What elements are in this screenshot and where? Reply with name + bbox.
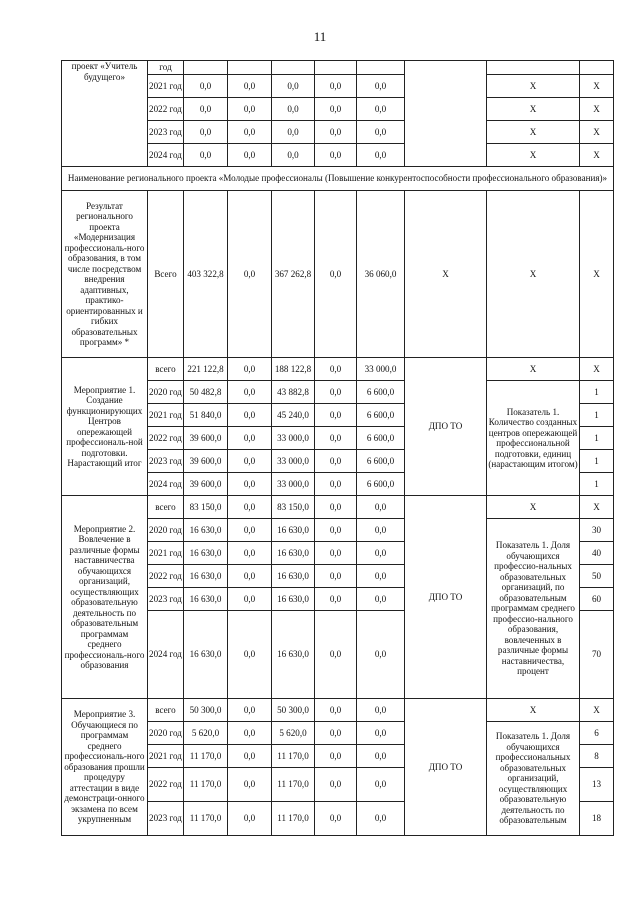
value-cell: 0,0 bbox=[228, 519, 272, 542]
value-cell: 0,0 bbox=[315, 473, 357, 496]
indicator-value-cell: Х bbox=[580, 699, 614, 722]
value-cell: 43 882,8 bbox=[272, 381, 315, 404]
value-cell: 0,0 bbox=[228, 745, 272, 768]
value-cell: 0,0 bbox=[357, 722, 405, 745]
year-cell: всего bbox=[148, 699, 184, 722]
section-title: Наименование регионального проекта «Молодые профессионалы (Повышение конкурентоспособности профессионального образования)» bbox=[62, 167, 614, 191]
value-cell: 11 170,0 bbox=[184, 745, 228, 768]
year-cell: 2020 год bbox=[148, 381, 184, 404]
indicator-value-cell: 1 bbox=[580, 427, 614, 450]
table-row bbox=[62, 699, 614, 722]
value-cell: 0,0 bbox=[228, 588, 272, 611]
year-cell: 2023 год bbox=[148, 802, 184, 836]
value-cell: 0,0 bbox=[357, 802, 405, 836]
value-cell: 45 240,0 bbox=[272, 404, 315, 427]
value-cell: 11 170,0 bbox=[184, 768, 228, 802]
table-row bbox=[62, 167, 614, 191]
value-cell: 0,0 bbox=[315, 565, 357, 588]
value-cell: 0,0 bbox=[315, 722, 357, 745]
value-cell: 0,0 bbox=[315, 699, 357, 722]
value-cell: 16 630,0 bbox=[272, 519, 315, 542]
value-cell: 0,0 bbox=[315, 745, 357, 768]
value-cell: 0,0 bbox=[272, 144, 315, 167]
year-cell: 2021 год bbox=[148, 745, 184, 768]
value-cell: 0,0 bbox=[315, 450, 357, 473]
table-row bbox=[62, 191, 614, 358]
table-row bbox=[62, 496, 614, 519]
year-cell: Всего bbox=[148, 191, 184, 358]
table-row bbox=[62, 358, 614, 381]
value-cell: 0,0 bbox=[228, 768, 272, 802]
value-cell: 16 630,0 bbox=[272, 565, 315, 588]
value-cell: 0,0 bbox=[184, 75, 228, 98]
year-cell: 2022 год bbox=[148, 98, 184, 121]
executor-cell bbox=[405, 61, 487, 167]
value-cell: 16 630,0 bbox=[184, 611, 228, 699]
value-cell: 16 630,0 bbox=[184, 519, 228, 542]
value-cell: 16 630,0 bbox=[272, 588, 315, 611]
value-cell: 0,0 bbox=[228, 75, 272, 98]
indicator-cell: Х bbox=[487, 144, 580, 167]
value-cell: 0,0 bbox=[315, 98, 357, 121]
year-cell: 2023 год bbox=[148, 121, 184, 144]
value-cell: 0,0 bbox=[315, 542, 357, 565]
value-cell: 0,0 bbox=[228, 404, 272, 427]
program-table bbox=[61, 60, 614, 836]
value-cell: 0,0 bbox=[184, 144, 228, 167]
value-cell: 5 620,0 bbox=[272, 722, 315, 745]
value-cell: 33 000,0 bbox=[272, 450, 315, 473]
indicator-value-cell: 70 bbox=[580, 611, 614, 699]
value-cell: 33 000,0 bbox=[357, 358, 405, 381]
indicator-text-cell: Показатель 1. Доля обучающихся профессиональных образовательных организаций, осуществляющих образовательную деятельность по образовательным bbox=[487, 722, 580, 836]
indicator-cell: Х bbox=[487, 191, 580, 358]
value-cell: 0,0 bbox=[315, 588, 357, 611]
indicator-value-cell: 40 bbox=[580, 542, 614, 565]
value-cell: 16 630,0 bbox=[184, 588, 228, 611]
value-cell: 6 600,0 bbox=[357, 381, 405, 404]
value-cell: 83 150,0 bbox=[184, 496, 228, 519]
value-cell: 0,0 bbox=[357, 565, 405, 588]
value-cell: 11 170,0 bbox=[272, 768, 315, 802]
value-cell: 0,0 bbox=[315, 519, 357, 542]
year-cell: 2021 год bbox=[148, 542, 184, 565]
value-cell: 6 600,0 bbox=[357, 450, 405, 473]
year-cell: 2022 год bbox=[148, 427, 184, 450]
indicator-value-cell: 6 bbox=[580, 722, 614, 745]
event-name-cell: проект «Учитель будущего» bbox=[62, 61, 148, 167]
value-cell: 0,0 bbox=[184, 121, 228, 144]
value-cell: 0,0 bbox=[228, 144, 272, 167]
value-cell: 0,0 bbox=[357, 611, 405, 699]
value-cell: 11 170,0 bbox=[272, 802, 315, 836]
value-cell: 0,0 bbox=[228, 611, 272, 699]
year-cell: 2022 год bbox=[148, 768, 184, 802]
value-cell: 0,0 bbox=[357, 121, 405, 144]
value-cell: 0,0 bbox=[228, 381, 272, 404]
value-cell: 0,0 bbox=[184, 98, 228, 121]
indicator-text-cell: Показатель 1. Доля обучающихся профессио-нальных образовательных организаций, по образовательным программам среднего профессио-нального образования, вовлеченных в различные формы наставничества, процент bbox=[487, 519, 580, 699]
value-cell: 16 630,0 bbox=[272, 611, 315, 699]
value-cell: 33 000,0 bbox=[272, 427, 315, 450]
year-cell: 2022 год bbox=[148, 565, 184, 588]
value-cell: 0,0 bbox=[315, 427, 357, 450]
value-cell: 0,0 bbox=[315, 121, 357, 144]
year-cell: всего bbox=[148, 496, 184, 519]
value-cell: 0,0 bbox=[315, 358, 357, 381]
value-cell: 6 600,0 bbox=[357, 473, 405, 496]
event-name-cell: Мероприятие 3. Обучающиеся по программам среднего профессиональ-ного образования прошли процедуру аттестации в виде демонстраци-онного экзамена по всем укрупненным bbox=[62, 699, 148, 836]
event-name-cell: Мероприятие 2. Вовлечение в различные формы наставничества обучающихся организаций, осуществляющих образовательную деятельность по образовательным программам среднего профессиональ-ного образования bbox=[62, 496, 148, 699]
value-cell: 0,0 bbox=[315, 404, 357, 427]
indicator-cell: Х bbox=[487, 496, 580, 519]
indicator-value-cell: 50 bbox=[580, 565, 614, 588]
value-cell: 39 600,0 bbox=[184, 450, 228, 473]
value-cell: 0,0 bbox=[228, 722, 272, 745]
value-cell: 0,0 bbox=[228, 473, 272, 496]
value-cell: 0,0 bbox=[272, 121, 315, 144]
value-cell: 0,0 bbox=[315, 144, 357, 167]
value-cell: 0,0 bbox=[228, 565, 272, 588]
value-cell: 39 600,0 bbox=[184, 473, 228, 496]
indicator-value-cell: 1 bbox=[580, 404, 614, 427]
value-cell: 51 840,0 bbox=[184, 404, 228, 427]
result-name-cell: Результат регионального проекта «Модернизация профессиональ-ного образования, в том числе посредством внедрения адаптивных, практико-ориентированных и гибких образовательных программ» * bbox=[62, 191, 148, 358]
year-cell: 2020 год bbox=[148, 519, 184, 542]
year-cell: 2024 год bbox=[148, 473, 184, 496]
value-cell: 50 300,0 bbox=[184, 699, 228, 722]
value-cell: 0,0 bbox=[272, 98, 315, 121]
value-cell: 11 170,0 bbox=[272, 745, 315, 768]
indicator-value-cell: 60 bbox=[580, 588, 614, 611]
year-cell: 2020 год bbox=[148, 722, 184, 745]
value-cell: 0,0 bbox=[357, 98, 405, 121]
value-cell: 0,0 bbox=[315, 768, 357, 802]
value-cell: 0,0 bbox=[272, 75, 315, 98]
indicator-cell: Х bbox=[487, 121, 580, 144]
year-cell: 2021 год bbox=[148, 75, 184, 98]
year-cell: 2024 год bbox=[148, 611, 184, 699]
value-cell: 403 322,8 bbox=[184, 191, 228, 358]
value-cell: 188 122,8 bbox=[272, 358, 315, 381]
value-cell: 0,0 bbox=[357, 588, 405, 611]
indicator-value-cell: 1 bbox=[580, 473, 614, 496]
value-cell: 0,0 bbox=[357, 768, 405, 802]
indicator-cell: Х bbox=[487, 98, 580, 121]
value-cell: 16 630,0 bbox=[272, 542, 315, 565]
indicator-value-cell: 13 bbox=[580, 768, 614, 802]
value-cell: 0,0 bbox=[228, 358, 272, 381]
value-cell: 50 300,0 bbox=[272, 699, 315, 722]
indicator-cell: Х bbox=[487, 358, 580, 381]
value-cell: 5 620,0 bbox=[184, 722, 228, 745]
year-cell: год bbox=[148, 61, 184, 75]
value-cell: 0,0 bbox=[228, 542, 272, 565]
value-cell: 83 150,0 bbox=[272, 496, 315, 519]
value-cell: 0,0 bbox=[315, 381, 357, 404]
value-cell: 0,0 bbox=[315, 802, 357, 836]
value-cell: 0,0 bbox=[315, 611, 357, 699]
indicator-value-cell: Х bbox=[580, 144, 614, 167]
indicator-cell: Х bbox=[487, 699, 580, 722]
indicator-value-cell: Х bbox=[580, 191, 614, 358]
indicator-value-cell: 30 bbox=[580, 519, 614, 542]
value-cell: 0,0 bbox=[228, 427, 272, 450]
year-cell: всего bbox=[148, 358, 184, 381]
value-cell: 0,0 bbox=[228, 450, 272, 473]
value-cell: 0,0 bbox=[228, 191, 272, 358]
value-cell: 221 122,8 bbox=[184, 358, 228, 381]
value-cell: 0,0 bbox=[357, 542, 405, 565]
executor-cell: ДПО ТО bbox=[405, 496, 487, 699]
indicator-value-cell: Х bbox=[580, 98, 614, 121]
indicator-value-cell: Х bbox=[580, 496, 614, 519]
page-number: 11 bbox=[313, 29, 327, 44]
value-cell: 0,0 bbox=[228, 121, 272, 144]
indicator-value-cell: 1 bbox=[580, 450, 614, 473]
value-cell: 11 170,0 bbox=[184, 802, 228, 836]
value-cell: 16 630,0 bbox=[184, 542, 228, 565]
indicator-value-cell: 8 bbox=[580, 745, 614, 768]
event-name-cell: Мероприятие 1. Создание функционирующих Центров опережающей профессиональ-ной подготовки. Нарастающий итог bbox=[62, 358, 148, 496]
year-cell: 2024 год bbox=[148, 144, 184, 167]
table-row bbox=[62, 61, 614, 75]
value-cell: 6 600,0 bbox=[357, 404, 405, 427]
value-cell: 0,0 bbox=[357, 745, 405, 768]
executor-cell: ДПО ТО bbox=[405, 358, 487, 496]
value-cell: 0,0 bbox=[228, 496, 272, 519]
value-cell: 0,0 bbox=[357, 144, 405, 167]
indicator-value-cell: 1 bbox=[580, 381, 614, 404]
value-cell: 367 262,8 bbox=[272, 191, 315, 358]
value-cell: 33 000,0 bbox=[272, 473, 315, 496]
value-cell: 6 600,0 bbox=[357, 427, 405, 450]
indicator-value-cell: Х bbox=[580, 358, 614, 381]
value-cell: 0,0 bbox=[357, 699, 405, 722]
value-cell: 0,0 bbox=[357, 496, 405, 519]
indicator-value-cell: 18 bbox=[580, 802, 614, 836]
value-cell: 0,0 bbox=[228, 802, 272, 836]
value-cell: 0,0 bbox=[315, 496, 357, 519]
executor-cell: ДПО ТО bbox=[405, 699, 487, 836]
value-cell: 16 630,0 bbox=[184, 565, 228, 588]
value-cell: 36 060,0 bbox=[357, 191, 405, 358]
indicator-cell: Х bbox=[487, 75, 580, 98]
year-cell: 2023 год bbox=[148, 450, 184, 473]
value-cell: 0,0 bbox=[228, 98, 272, 121]
value-cell: 39 600,0 bbox=[184, 427, 228, 450]
indicator-text-cell: Показатель 1. Количество созданных центров опережающей профессиональной подготовки, единиц (нарастающим итогом) bbox=[487, 381, 580, 496]
value-cell: 0,0 bbox=[357, 519, 405, 542]
indicator-value-cell: Х bbox=[580, 75, 614, 98]
value-cell: 0,0 bbox=[357, 75, 405, 98]
year-cell: 2021 год bbox=[148, 404, 184, 427]
year-cell: 2023 год bbox=[148, 588, 184, 611]
value-cell: 0,0 bbox=[228, 699, 272, 722]
value-cell: 50 482,8 bbox=[184, 381, 228, 404]
executor-cell: Х bbox=[405, 191, 487, 358]
indicator-value-cell: Х bbox=[580, 121, 614, 144]
value-cell: 0,0 bbox=[315, 191, 357, 358]
value-cell: 0,0 bbox=[315, 75, 357, 98]
